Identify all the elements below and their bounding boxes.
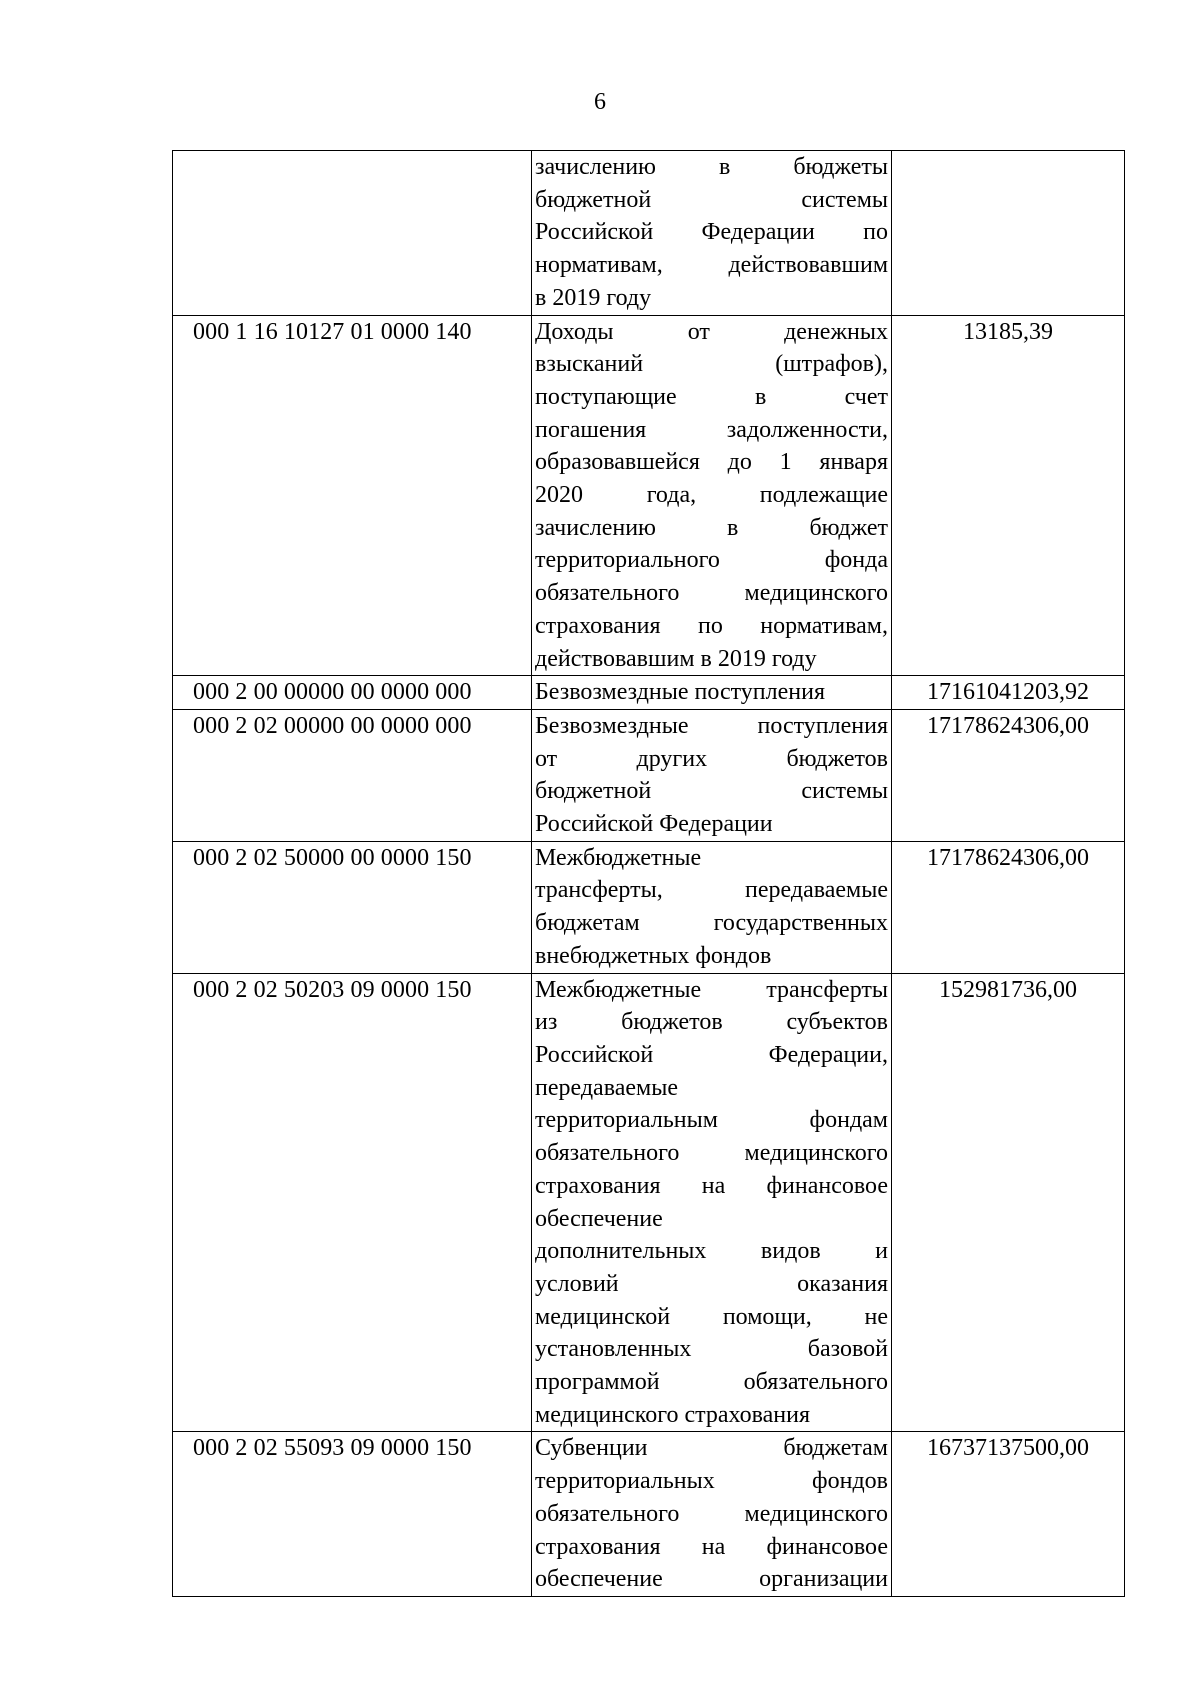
revenue-name-line: медицинской помощи, не — [535, 1303, 888, 1330]
amount-cell: 152981736,00 — [892, 973, 1125, 1432]
revenue-name-line: Безвозмездные поступления — [535, 712, 888, 739]
revenue-name-line: установленных базовой — [535, 1336, 888, 1363]
budget-code-cell: 000 2 02 55093 09 0000 150 — [173, 1432, 532, 1597]
amount-cell: 16737137500,00 — [892, 1432, 1125, 1597]
table-row — [173, 151, 1125, 316]
revenue-name-line: территориальных фондов — [535, 1468, 888, 1495]
revenue-name-line: обеспечение организации — [535, 1566, 888, 1593]
revenue-name-line: Межбюджетные — [535, 844, 702, 871]
amount-cell: 17161041203,92 — [892, 676, 1125, 710]
revenue-name-line: действовавшим в 2019 году — [535, 645, 817, 672]
revenue-name-line: трансферты, передаваемые — [535, 877, 888, 904]
revenue-name-line: бюджетам государственных — [535, 910, 888, 937]
revenue-name-line: в 2019 году — [535, 284, 652, 311]
revenue-name-line: территориального фонда — [535, 547, 888, 574]
revenue-name-line: обязательного медицинского — [535, 1140, 888, 1167]
revenue-name-line: Субвенции бюджетам — [535, 1435, 888, 1462]
revenue-name-line: взысканий (штрафов), — [535, 351, 888, 378]
revenue-name-line: условий оказания — [535, 1270, 888, 1297]
table-row — [173, 973, 1125, 1432]
revenue-table — [172, 150, 1125, 1597]
revenue-name-line: погашения задолженности, — [535, 416, 888, 443]
revenue-name-line: программой обязательного — [535, 1369, 888, 1396]
revenue-name-line: образовавшейся до 1 января — [535, 449, 888, 476]
amount-cell: 13185,39 — [892, 315, 1125, 676]
revenue-name-line: дополнительных видов и — [535, 1238, 888, 1265]
revenue-name-line: бюджетной системы — [535, 186, 888, 213]
revenue-name-line: бюджетной системы — [535, 778, 888, 805]
revenue-name-line: территориальным фондам — [535, 1107, 888, 1134]
revenue-name-cell — [532, 676, 892, 710]
budget-code-cell: 000 2 02 50203 09 0000 150 — [173, 973, 532, 1432]
revenue-name-line: Межбюджетные трансферты — [535, 976, 888, 1003]
revenue-name-line: обязательного медицинского — [535, 580, 888, 607]
table-row — [173, 676, 1125, 710]
revenue-name-line: 2020 года, подлежащие — [535, 482, 888, 509]
table-row — [173, 1432, 1125, 1597]
revenue-name-line: Российской Федерации по — [535, 219, 888, 246]
amount-cell — [892, 151, 1125, 316]
revenue-name-cell — [532, 151, 892, 316]
revenue-name-line: поступающие в счет — [535, 383, 888, 410]
revenue-name-cell — [532, 709, 892, 841]
revenue-name-line: обеспечение — [535, 1205, 663, 1232]
revenue-name-line: страхования на финансовое — [535, 1533, 888, 1560]
revenue-name-cell — [532, 1432, 892, 1597]
revenue-name-line: внебюджетных фондов — [535, 942, 772, 969]
revenue-name-cell — [532, 973, 892, 1432]
revenue-name-line: страхования на финансовое — [535, 1172, 888, 1199]
revenue-name-line: медицинского страхования — [535, 1401, 811, 1428]
page-number: 6 — [594, 89, 606, 115]
revenue-name-line: зачислению в бюджеты — [535, 154, 888, 180]
amount-cell: 17178624306,00 — [892, 841, 1125, 973]
revenue-name-line: Российской Федерации, — [535, 1041, 888, 1068]
revenue-name-line: от других бюджетов — [535, 745, 888, 772]
revenue-name-line: Безвозмездные поступления — [535, 679, 825, 706]
revenue-name-cell — [532, 841, 892, 973]
budget-code-cell: 000 2 00 00000 00 0000 000 — [173, 676, 532, 710]
table-body — [173, 151, 1125, 1597]
revenue-name-line: передаваемые — [535, 1074, 678, 1101]
revenue-name-line: страхования по нормативам, — [535, 612, 888, 639]
table-row — [173, 709, 1125, 841]
table-row — [173, 841, 1125, 973]
revenue-name-line: зачислению в бюджет — [535, 514, 888, 541]
revenue-name-line: Доходы от денежных — [535, 318, 888, 345]
revenue-name-line: нормативам, действовавшим — [535, 252, 888, 279]
budget-code-cell — [173, 151, 532, 316]
amount-cell: 17178624306,00 — [892, 709, 1125, 841]
budget-code-cell: 000 2 02 50000 00 0000 150 — [173, 841, 532, 973]
revenue-name-line: обязательного медицинского — [535, 1500, 888, 1527]
revenue-name-cell — [532, 315, 892, 676]
budget-code-cell: 000 2 02 00000 00 0000 000 — [173, 709, 532, 841]
revenue-name-line: Российской Федерации — [535, 811, 773, 838]
budget-code-cell: 000 1 16 10127 01 0000 140 — [173, 315, 532, 676]
revenue-name-line: из бюджетов субъектов — [535, 1009, 888, 1036]
table-row — [173, 315, 1125, 676]
